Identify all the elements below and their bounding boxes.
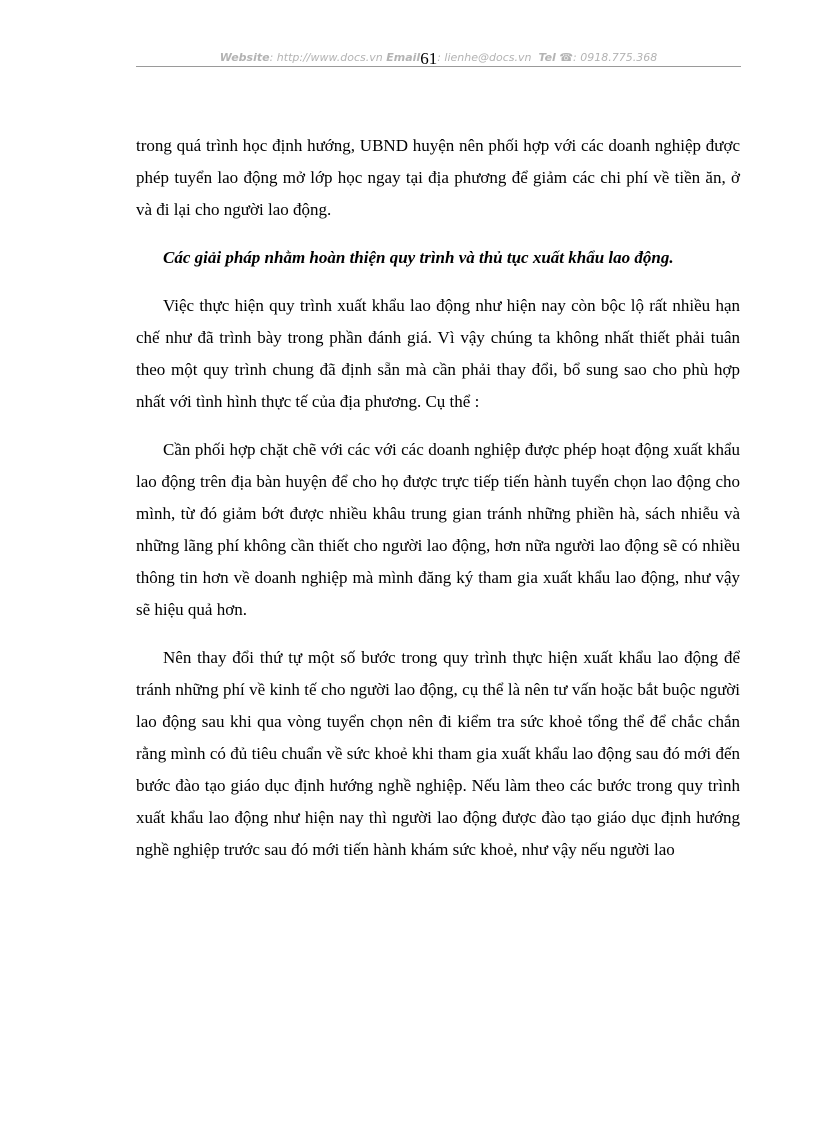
paragraph: Cần phối hợp chặt chẽ với các với các doanh nghiệp được phép hoạt động xuất khẩu lao động trên địa bàn huyện để cho họ được trực tiếp tiến hành tuyển chọn lao động cho mình, từ đó giảm bớt được nhiều khâu trung gian tránh những phiền hà, sách nhiễu và những lãng phí không cần thiết cho người lao động, hơn nữa người lao động sẽ có nhiều thông tin hơn về doanh nghiệp mà mình đăng ký tham gia xuất khẩu lao động, như vậy sẽ hiệu quả hơn. [136,440,740,619]
paragraph: trong quá trình học định hướng, UBND huyện nên phối hợp với các doanh nghiệp được phép tuyển lao động mở lớp học ngay tại địa phương để giảm các chi phí về tiền ăn, ở và đi lại cho người lao động. [136,136,740,219]
email-value: : lienhe@docs.vn [437,51,532,64]
email-label: Email [386,51,421,64]
paragraph: Việc thực hiện quy trình xuất khẩu lao động như hiện nay còn bộc lộ rất nhiều hạn chế như đã trình bày trong phần đánh giá. Vì vậy chúng ta không nhất thiết phải tuân theo một quy trình chung đã định sẵn mà cần phải thay đổi, bổ sung sao cho phù hợp nhất với tình hình thực tế của địa phương. Cụ thể : [136,296,740,411]
tel-label: Tel [538,51,556,64]
paragraph: Nên thay đổi thứ tự một số bước trong quy trình thực hiện xuất khẩu lao động để tránh những phí về kinh tế cho người lao động, cụ thể là nên tư vấn hoặc bắt buộc người lao động sau khi qua vòng tuyển chọn nên đi kiểm tra sức khoẻ tổng thể để chắc chắn rằng mình có đủ tiêu chuẩn về sức khoẻ khi tham gia xuất khẩu lao động sau đó mới đến bước đào tạo giáo dục định hướng nghề nghiệp. Nếu làm theo các bước trong quy trình xuất khẩu lao động như hiện nay thì người lao động được đào tạo giáo dục định hướng nghề nghiệp trước sau đó mới tiến hành khám sức khoẻ, như vậy nếu người lao [136,648,740,859]
website-value: : http://www.docs.vn [269,51,383,64]
website-label: Website [219,51,270,64]
document-body [136,130,740,882]
page-number: 61 [420,49,438,68]
tel-value: : 0918.775.368 [573,51,658,64]
phone-icon: ☎ [559,51,574,64]
page-header [136,46,741,67]
section-heading: Các giải pháp nhằm hoàn thiện quy trình và thủ tục xuất khẩu lao động. [163,248,674,267]
